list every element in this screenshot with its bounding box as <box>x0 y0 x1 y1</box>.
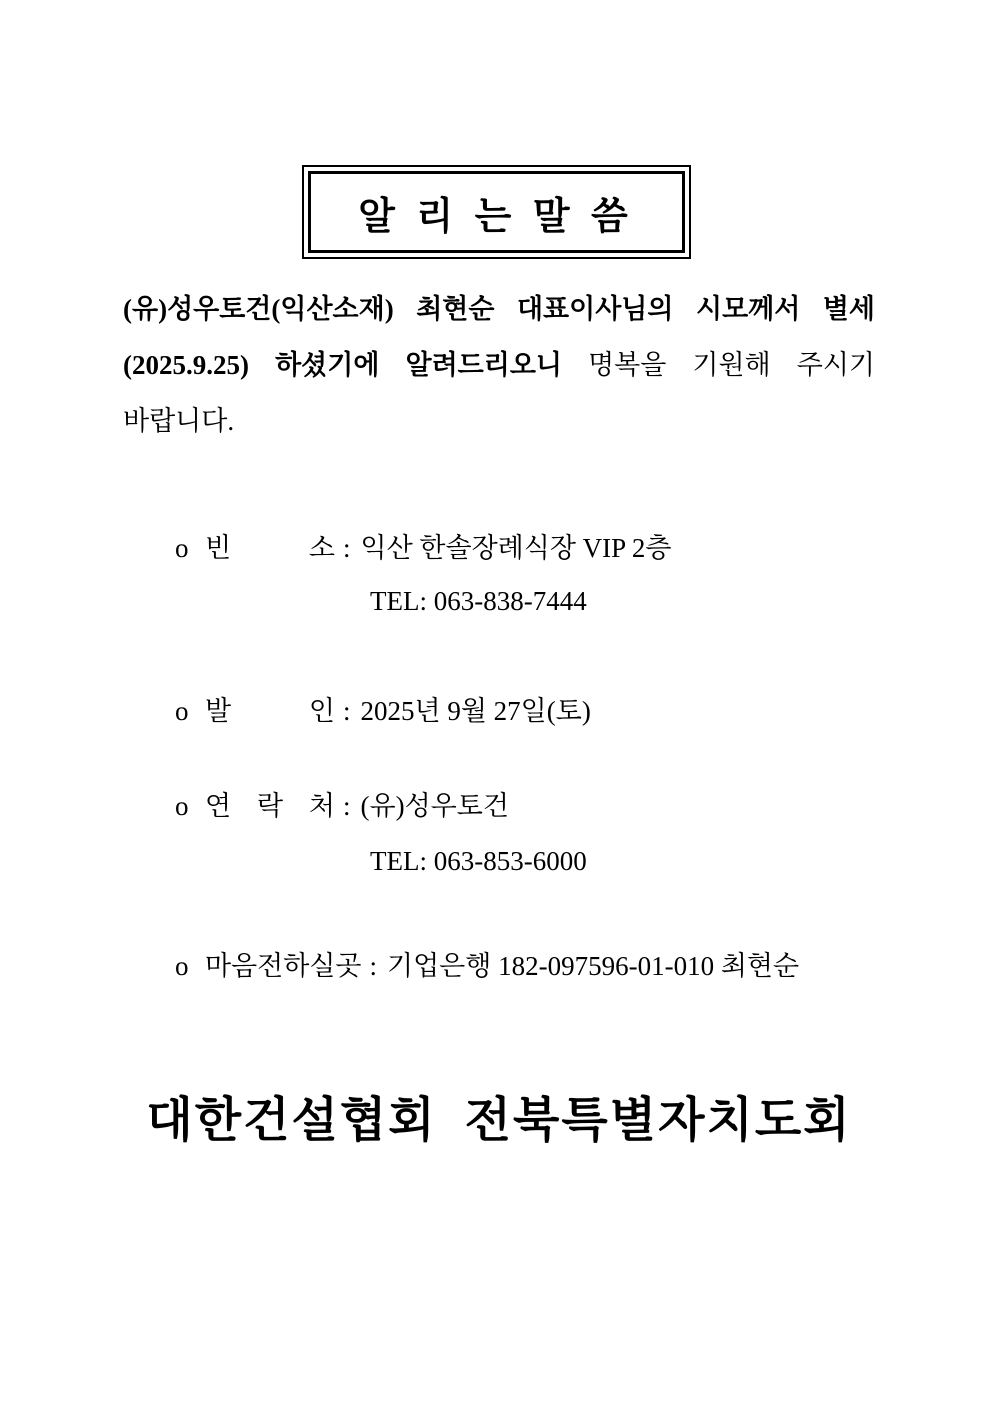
notice-title-inner-border <box>308 171 685 253</box>
paragraph-line-1: (유)성우토건(익산소재) 최현순 대표이사님의 시모께서 별세 <box>123 294 875 324</box>
paragraph-line-2 <box>123 337 875 393</box>
notice-item-funeral-date <box>123 696 875 726</box>
paragraph-line-2-normal: 명복을 기원해 주시기 <box>588 350 875 380</box>
notice-title: 알 리 는 말 씀 <box>358 195 634 238</box>
paragraph-line-3: 바랍니다. <box>123 406 235 436</box>
notice-title-box <box>302 165 691 259</box>
item-colon: : <box>343 696 351 726</box>
item-label: 연 락 처 <box>205 791 335 821</box>
item-label: 빈 소 <box>205 533 335 563</box>
notice-body <box>123 281 875 1150</box>
paragraph-line-2-bold: (2025.9.25) 하셨기에 알려드리오니 <box>123 350 562 380</box>
notice-item-mortuary <box>123 533 875 563</box>
item-bullet: o <box>175 533 189 563</box>
mortuary-tel: TEL: 063-838-7444 <box>370 586 587 616</box>
announcement-paragraph <box>123 281 875 449</box>
item-bullet: o <box>175 951 189 981</box>
contact-tel: TEL: 063-853-6000 <box>370 846 587 876</box>
notice-item-bank-account <box>123 951 875 981</box>
item-value: 익산 한솔장례식장 VIP 2층 <box>360 533 672 563</box>
item-colon: : <box>343 533 351 563</box>
item-bullet: o <box>175 791 189 821</box>
item-label: 마음전하실곳 <box>205 951 362 981</box>
item-colon: : <box>369 951 378 981</box>
item-bullet: o <box>175 696 189 726</box>
item-value: (유)성우토건 <box>360 791 509 821</box>
item-label: 발 인 <box>205 696 335 726</box>
item-value: 기업은행 182-097596-01-010 최현순 <box>387 951 800 981</box>
item-value: 2025년 9월 27일(토) <box>360 696 591 726</box>
organization-name: 대한건설협회 전북특별자치도회 <box>146 1094 852 1147</box>
item-colon: : <box>343 791 351 821</box>
notice-item-contact <box>123 791 875 821</box>
